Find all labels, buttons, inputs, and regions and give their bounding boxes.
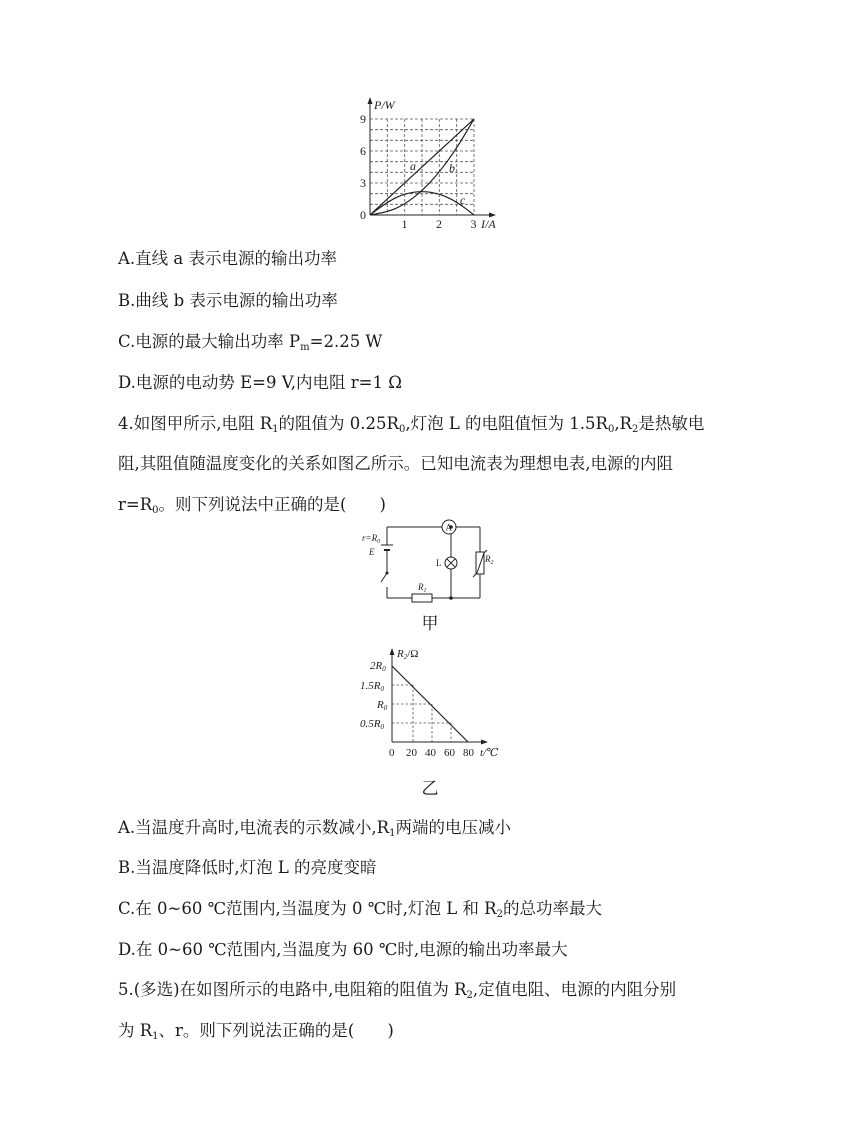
subscript: 0 xyxy=(380,723,384,731)
x-tick-3: 3 xyxy=(470,217,477,231)
q3-option-b[interactable]: B.曲线 b 表示电源的输出功率 xyxy=(118,291,338,310)
text: A.当温度升高时,电流表的示数减小,R xyxy=(118,818,390,837)
y-tick-3: 3 xyxy=(360,176,366,190)
text: ,R xyxy=(614,414,632,433)
resistance-temperature-graph xyxy=(356,644,506,764)
guide-lines xyxy=(392,685,451,742)
caption-yi: 乙 xyxy=(421,779,439,799)
y-tick-1-5r0 xyxy=(360,680,384,693)
text: R xyxy=(485,554,491,564)
q3-option-c[interactable] xyxy=(118,328,382,353)
q4-option-c[interactable] xyxy=(118,895,602,920)
q4-option-a[interactable] xyxy=(118,814,511,839)
y-axis-arrow xyxy=(368,97,373,104)
text: r=R xyxy=(118,495,153,514)
text: R xyxy=(377,699,384,711)
text: R xyxy=(397,648,404,660)
x-tick-0: 0 xyxy=(389,747,395,759)
curve-label-b: b xyxy=(449,161,455,175)
q4-stem-line-3 xyxy=(118,491,386,516)
subscript: 0 xyxy=(607,424,615,435)
text: 、r。则下列说法正确的是( ) xyxy=(158,1021,394,1040)
subscript: 1 xyxy=(389,828,396,839)
text: 4.如图甲所示,电阻 R xyxy=(118,414,273,433)
y-tick-0-5r0 xyxy=(360,718,384,731)
y-tick-6: 6 xyxy=(360,144,366,158)
subscript: 1 xyxy=(423,588,427,594)
subscript: 0 xyxy=(380,685,384,693)
subscript: 2 xyxy=(490,560,494,566)
text: 的阻值为 0.25R xyxy=(278,414,399,433)
x-axis-label: I/A xyxy=(481,217,496,231)
y-axis-label xyxy=(396,648,418,661)
curve-label-c: c xyxy=(460,193,466,207)
subscript: 1 xyxy=(152,1031,159,1042)
text: 2R xyxy=(370,660,383,672)
circuit-diagram xyxy=(360,518,500,608)
subscript: 0 xyxy=(377,539,381,545)
q5-stem-line-2 xyxy=(118,1017,394,1042)
text: 是热敏电 xyxy=(638,414,705,433)
y-axis-arrow xyxy=(390,648,395,655)
text: R xyxy=(418,582,424,592)
x-tick-2: 2 xyxy=(436,217,442,231)
junction-dot xyxy=(449,596,453,600)
text: 两端的电压减小 xyxy=(395,818,511,837)
x-tick-1: 1 xyxy=(401,217,408,231)
power-current-graph xyxy=(340,94,510,234)
subscript: 2 xyxy=(403,653,408,661)
lamp-label: L xyxy=(436,558,442,568)
switch-contact xyxy=(386,572,389,575)
subscript: 2 xyxy=(631,424,639,435)
q4-stem-line-2: 阻,其阻值随温度变化的关系如图乙所示。已知电流表为理想电表,电源的内阻 xyxy=(118,454,673,473)
q5-stem-line-1 xyxy=(118,976,676,1001)
y-tick-2r0 xyxy=(370,660,386,673)
caption-jia: 甲 xyxy=(421,614,439,634)
x-tick-80: 80 xyxy=(463,747,474,759)
ammeter-label: A xyxy=(445,522,452,533)
subscript: 0 xyxy=(398,424,406,435)
q4-option-b[interactable]: B.当温度降低时,灯泡 L 的亮度变暗 xyxy=(118,858,377,877)
unit: /Ω xyxy=(407,648,419,660)
y-axis-label: P/W xyxy=(374,98,395,112)
subscript: m xyxy=(300,342,310,353)
curve-label-a: a xyxy=(410,159,416,173)
x-axis-label: t/℃ xyxy=(480,747,499,759)
text: ,灯泡 L 的电阻值恒为 1.5R xyxy=(405,414,608,433)
switch-blade xyxy=(381,573,387,582)
q3-option-c-text: C.电源的最大输出功率 P xyxy=(118,332,301,351)
subscript: 0 xyxy=(382,665,386,673)
text: r=R xyxy=(362,533,378,543)
q3-option-a[interactable]: A.直线 a 表示电源的输出功率 xyxy=(118,249,337,268)
q4-stem-line-1 xyxy=(118,410,704,435)
q3-option-c-value: =2.25 W xyxy=(309,332,383,351)
x-tick-60: 60 xyxy=(444,747,455,759)
subscript: 1 xyxy=(272,424,279,435)
text: 为 R xyxy=(118,1021,153,1040)
q4-option-d[interactable]: D.在 0~60 ℃范围内,当温度为 60 ℃时,电源的输出功率最大 xyxy=(118,940,568,959)
y-tick-9: 9 xyxy=(360,112,366,126)
text: 的总功率最大 xyxy=(502,899,602,918)
y-tick-0: 0 xyxy=(360,208,366,222)
text: 1.5R xyxy=(360,680,381,692)
text: 0.5R xyxy=(360,718,381,730)
x-axis-arrow xyxy=(481,740,488,745)
x-tick-20: 20 xyxy=(406,747,417,759)
subscript: 0 xyxy=(152,505,159,516)
text: 5.(多选)在如图所示的电路中,电阻箱的阻值为 R xyxy=(118,980,467,999)
x-tick-40: 40 xyxy=(425,747,436,759)
text: ,定值电阻、电源的内阻分别 xyxy=(472,980,677,999)
text: C.在 0~60 ℃范围内,当温度为 0 ℃时,灯泡 L 和 R xyxy=(118,899,497,918)
r2-label xyxy=(484,554,494,566)
subscript: 2 xyxy=(496,909,503,920)
r-label xyxy=(362,533,380,545)
subscript: 2 xyxy=(466,990,473,1001)
emf-label: E xyxy=(369,547,375,557)
text: 。则下列说法中正确的是( ) xyxy=(158,495,386,514)
r1-label xyxy=(417,582,427,594)
resistor-r1 xyxy=(412,594,432,602)
y-tick-r0 xyxy=(376,699,388,712)
q3-option-d[interactable]: D.电源的电动势 E=9 V,内电阻 r=1 Ω xyxy=(118,373,402,392)
subscript: 0 xyxy=(383,704,388,712)
